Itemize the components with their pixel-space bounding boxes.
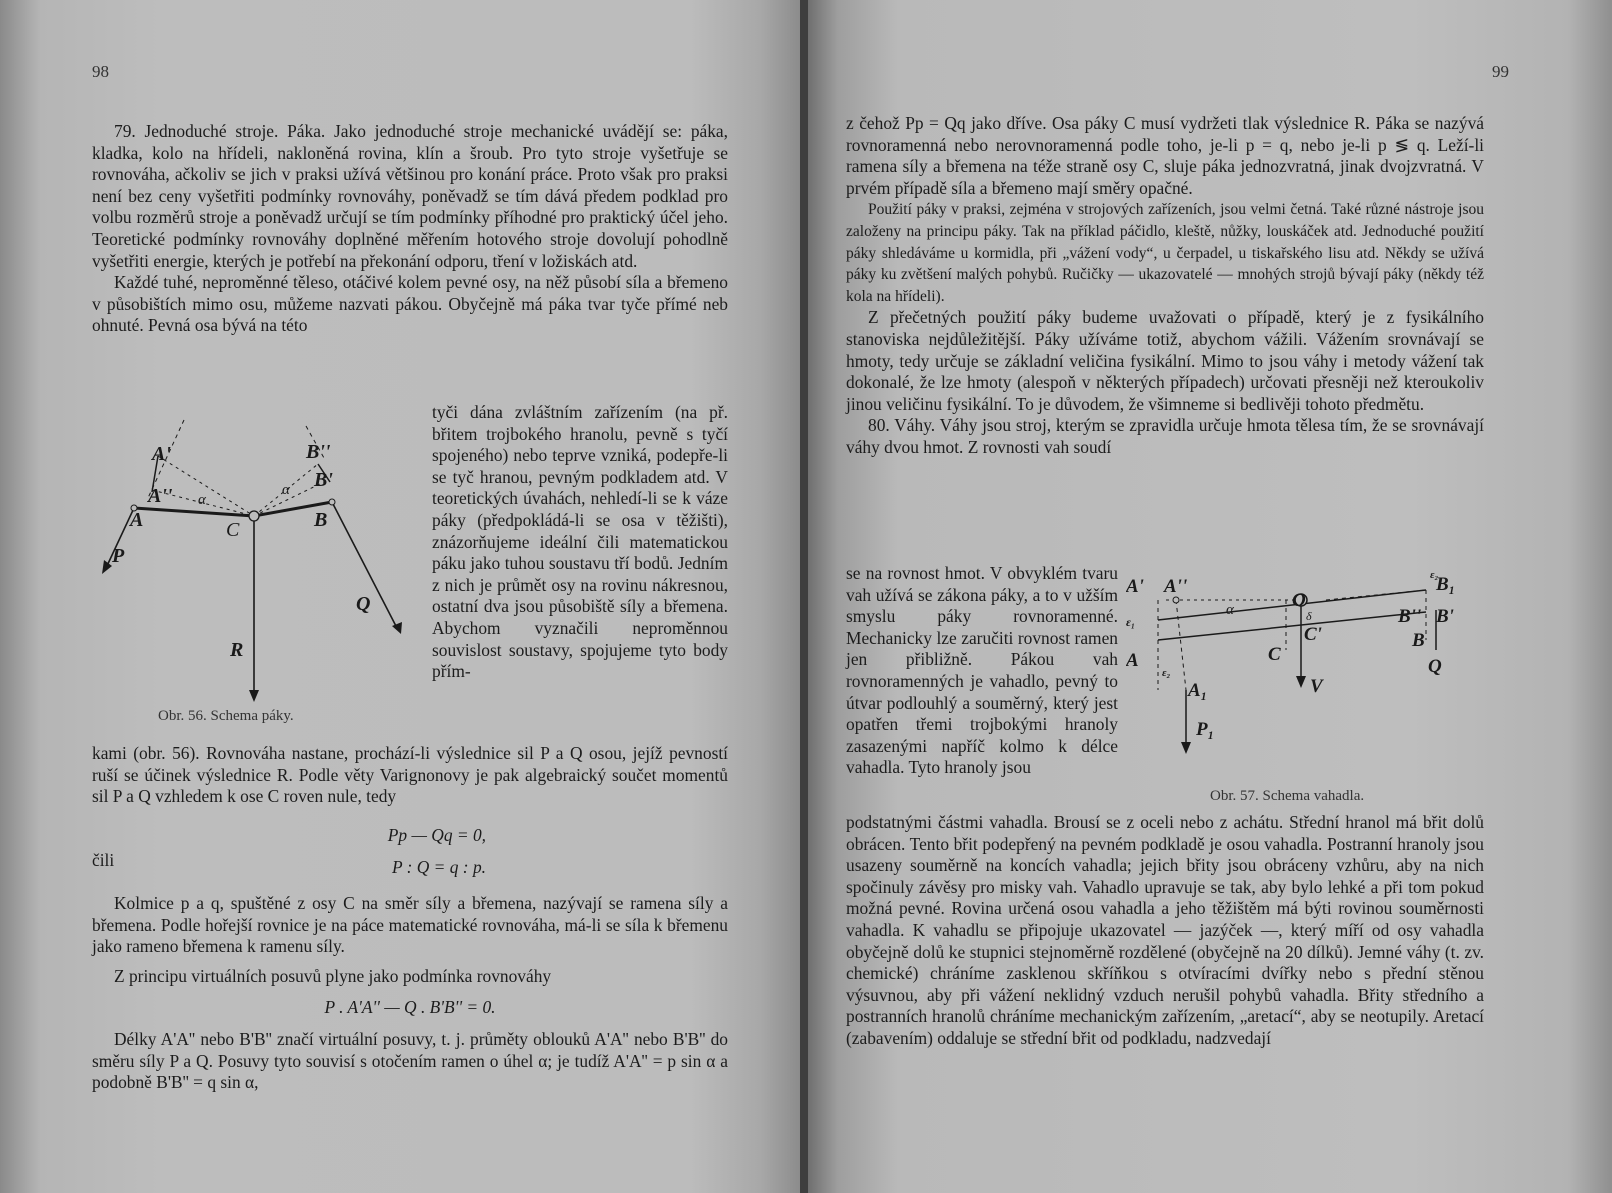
gutter	[800, 0, 808, 1193]
label-q: Q	[356, 593, 371, 615]
paragraph: z čehož Pp = Qq jako dříve. Osa páky C musí vydržeti tlak výslednice R. Páka se nazývá rovnoramenná nebo nerovnoramenná podle toho, je-li p = q, nebo je-li p ≶ q. Leží-li ramena síly a břemena na téže straně osy C, sluje páka jednozvratná, jinak dvojzvratná. V prvém případě síla a břemeno mají směry opačné.	[846, 113, 1484, 198]
label-a: A	[1126, 650, 1139, 671]
label-b-prime: B'	[1436, 606, 1454, 627]
label-b1: B₁	[1436, 574, 1456, 595]
label-c-prime: C'	[1304, 624, 1322, 645]
paragraph: Délky A'A'' nebo B'B'' značí virtuální posuvy, t. j. průměty oblouků A'A'' nebo B'B'' do směru síly P a Q. Posuvy tyto souvisí s otočením ramen o úhel α; je tudíž A'A'' = p sin α a podobně B'B'' = q sin α,	[92, 1028, 728, 1093]
label-b: B	[314, 509, 328, 531]
small-print-paragraph: Použití páky v praksi, zejména v strojových zařízeních, jsou velmi četná. Také různé nástroje jsou založeny na principu páky. Tak na příklad páčidlo, kleště, nůžky, louskáček atd. Jednoduché použití páky shledáváme u kormidla, při „vážení vody“, u čerpadel, u tiskařského lisu atd. Někdy se užívá páky ku zvětšení malých pohybů. Ručičky — ukazovatelé — mnohých strojů bývají páky (někdy též kola na hřídeli).	[846, 201, 1484, 305]
label-b-double-prime: B''	[1398, 606, 1422, 627]
paragraph: Z přečetných použití páky budeme uvažovati o případě, který je z fysikálního stanoviska nejdůležitější. Páky užíváme totiž, abychom vážili. Vážením srovnávají se hmoty, tedy určuje se základní veličina fysikální. Mimo to jsou váhy i metody vážení tak dokonalé, že lze hmoty (alespoň v některých případech) určovati přesněji než kteroukoliv jinou veličinu fysikální. To je důvodem, že všimneme si bedlivěji tohoto předmětu.	[846, 307, 1484, 414]
figure-caption: Obr. 56. Schema páky.	[158, 708, 294, 724]
label-v: V	[1310, 676, 1323, 697]
left-wrap-text: tyči dána zvláštním zařízením (na př. břitem trojbokého hranolu, pevně s tyčí spojeného) nebo teprve vzniká, podepře-li se tyč hranou, pevným podkladem atd. V teoretických úvahách, nehledí-li se k váze páky (předpokládá-li se osa v těžišti), znázorňujeme ideální čili matematickou páku jako tuhou soustavu tří bodů. Jedním z nich je průmět osy na rovinu nákresnou, ostatní dva jsou působiště síly a břemena. Abychom vyznačili neproměnnou souvislost soustavy, spojujeme tyto body přím-	[432, 402, 728, 682]
label-b-double-prime: B''	[306, 441, 331, 463]
paragraph: Z principu virtuálních posuvů plyne jako podmínka rovnováhy	[114, 965, 552, 986]
right-top-text	[846, 113, 1484, 459]
right-after-figure: podstatnými částmi vahadla. Brousí se z oceli nebo z achátu. Střední hranol má břit dolů obrácen. Tento břit podepřený na pevném podkladě je osou vahadla. Postranní hranoly jsou usazeny souměrně na koncích vahadla; jejich břity jsou obráceny vzhůru, aby na nich spočinuly závěsy pro misky vah. Vahadlo upravuje se tak, aby bylo lehké a při tom pokud možná pevné. Rovina určená osou vahadla a jeho těžištěm má býti rovinou souměrnosti vahadla. K vahadlu se připojuje ukazovatel — jazýček —, který míří od osy vahadla obyčejně dolů ke stupnici stejnoměrně rozdělené (obyčejně na 20 dílků). Jemné váhy (t. zv. chemické) chráníme zasklenou skříňkou s otvíracími dvířky nebo s přední stěnou výsuvnou, aby při vážení neklidný vzduch nerušil pohybů vahadla. Břity středního a postranních hranolů chráníme mechanickým zařízením, „aretací“, aby se neotupily. Aretací (zabavením) oddaluje se střední břit od podkladu, nadzvedají	[846, 812, 1484, 1048]
label-alpha: α	[1226, 602, 1234, 618]
equation-1: Pp — Qq = 0,	[387, 825, 486, 845]
label-q: Q	[1428, 656, 1442, 677]
paragraph: Kolmice p a q, spuštěné z osy C na směr síly a břemena, nazývají se ramena síly a břemena. Podle hořejší rovnice je na páce matematické rovnováha, má-li se síla k břemenu jako rameno břemena k ramenu síly.	[92, 893, 728, 957]
label-epsilon2-right: ε₂	[1430, 570, 1439, 581]
right-page	[808, 0, 1612, 1193]
page-number: 99	[1492, 62, 1509, 81]
section-80-paragraph: 80. Váhy. Váhy jsou stroj, kterým se zpravidla určuje hmota tělesa tím, že se srovnávají váhy dvou hmot. Z rovnosti vah soudí	[846, 415, 1484, 457]
label-p: P	[112, 545, 125, 567]
paragraph: Každé tuhé, neproměnné těleso, otáčivé kolem pevné osy, na něž působí síla a břemeno v působištích mimo osu, můžeme nazvati pákou. Obyčejně má páka tvar tyče přímé neb ohnuté. Pevná osa bývá na této	[92, 272, 728, 336]
label-a-double-prime: A''	[148, 485, 173, 507]
label-o: O	[1292, 590, 1306, 611]
label-r: R	[230, 639, 244, 661]
label-epsilon1: ε₁	[1126, 615, 1136, 629]
label-b-prime: B'	[314, 469, 333, 491]
equation-3: P . A'A'' — Q . B'B'' = 0.	[324, 997, 496, 1018]
left-lower-text	[92, 893, 728, 1094]
label-alpha-right: α	[282, 482, 290, 498]
cili: čili	[92, 850, 115, 870]
left-page	[0, 0, 800, 1193]
lever-figure	[92, 410, 422, 710]
figure-caption: Obr. 57. Schema vahadla.	[1210, 788, 1365, 804]
label-p1: P₁	[1196, 719, 1215, 740]
left-after-figure: kami (obr. 56). Rovnováha nastane, prochází-li výslednice sil P a Q osou, jejíž pevností ruší se účinek výslednice R. Podle věty Varignonovy je pak algebraický součet momentů sil P a Q vzhledem k ose C roven nule, tedy	[92, 743, 728, 807]
label-a-double-prime: A''	[1164, 576, 1188, 597]
label-epsilon2-left: ε₂	[1162, 667, 1171, 679]
page-number: 98	[92, 62, 109, 81]
left-top-text	[92, 121, 728, 337]
label-a: A	[130, 509, 144, 531]
label-c: C	[1268, 644, 1281, 665]
balance-beam-figure	[1126, 570, 1466, 770]
section-79-paragraph: 79. Jednoduché stroje. Páka. Jako jednoduché stroje mechanické uvádějí se: páka, kladka, kolo na hřídeli, nakloněná rovina, klín a šroub. Pro tyto stroje vyšetřuje se rovnováha, ačkoliv se jich v praksi užívá většinou pro konání práce. Proto však pro praksi není bez ceny vyšetřiti podmínky rovnováhy, poněvadž se tím dává předem podklad pro volbu rozměrů stroje a poněvadž určují se tím podmínky příhodné pro praktický účel jeho. Teoretické podmínky rovnováhy doplněné měřením hotového stroje dovolují pohodlně vyšetřiti energie, kterých je potřebí na překonání odporu, tření v ložiskách atd.	[92, 121, 728, 271]
label-c: C	[226, 519, 240, 541]
label-delta: δ	[1306, 609, 1312, 623]
label-alpha-left: α	[198, 492, 206, 508]
right-wrap-text: se na rovnost hmot. V obvyklém tvaru vah užívá se zákona páky, a to v užším smyslu páky rovnoramenné. Mechanicky lze zaručiti rovnost ramen jen přibližně. Pákou vah rovnoramenných je vahadlo, pevný to útvar podlouhlý a souměrný, který jest opatřen třemi trojbokými hranoly zasazenými napříč kolmo k délce vahadla. Tyto hranoly jsou	[846, 563, 1118, 778]
label-a-prime: A'	[152, 443, 171, 465]
label-b: B	[1412, 630, 1425, 651]
label-a1: A₁	[1188, 680, 1208, 701]
label-a-prime: A'	[1126, 576, 1144, 597]
equation-2: P : Q = q : p.	[391, 857, 486, 877]
